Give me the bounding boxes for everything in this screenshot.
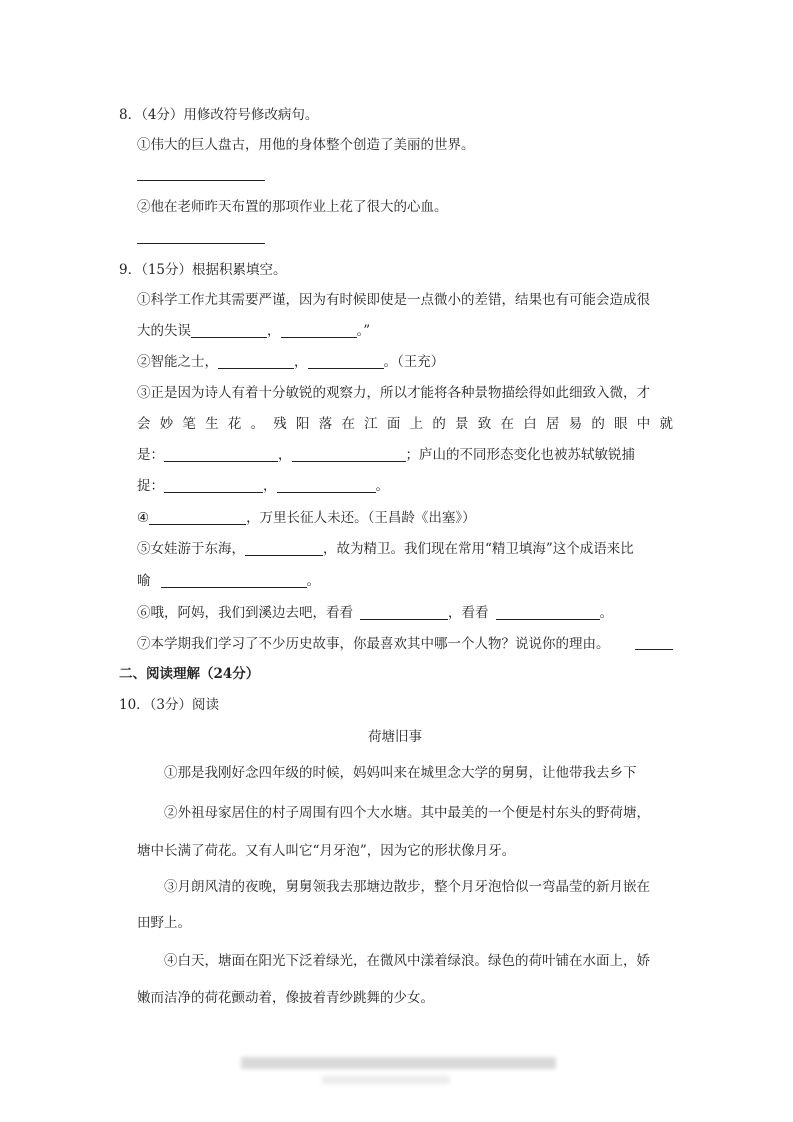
q9-item-3-line-1: ③正是因为诗人有着十分敏锐的观察力，所以才能将各种景物描绘得如此细致入微，才 [137, 385, 650, 401]
q9-item-3-line-3 [137, 446, 635, 464]
q9-item-5-line-1 [137, 540, 634, 558]
q9-item-1-blank-2[interactable] [281, 323, 357, 338]
q9-item-7-blank[interactable] [635, 649, 673, 650]
q9-item-5-blank-2[interactable] [161, 573, 307, 588]
q9-item-3-sep: ， [278, 447, 292, 463]
q8-sentence-1: ①伟大的巨人盘古，用他的身体整个创造了美丽的世界。 [137, 137, 475, 153]
q9-item-4-suffix: ，万里长征人未还。（王昌龄《出塞》） [246, 510, 476, 526]
q8-answer-line-1[interactable] [137, 180, 265, 181]
q9-item-4-prefix: ④ [137, 510, 150, 526]
q9-item-7: ⑦本学期我们学习了不少历史故事，你最喜欢其中哪一个人物？说说你的理由。 [137, 636, 610, 652]
q9-item-2-suffix: 。（王充） [383, 354, 445, 370]
q9-item-6-blank-1[interactable] [360, 605, 448, 620]
q9-item-3-blank-2[interactable] [292, 447, 406, 462]
q9-item-5-suffix: ，故为精卫。我们现在常用“精卫填海”这个成语来比 [323, 541, 634, 557]
passage-paragraph-3-line-1: ③月朗风清的夜晚，舅舅领我去那塘边散步，整个月牙泡恰似一弯晶莹的新月嵌在 [164, 879, 650, 895]
q9-item-3-blank-4[interactable] [277, 478, 376, 493]
q9-item-2 [137, 353, 444, 371]
q9-item-3b-prefix: 捉： [137, 478, 164, 494]
q9-item-6-prefix: ⑥哦，阿妈，我们到溪边去吧，看看 [137, 605, 353, 621]
q9-item-1-blank-1[interactable] [191, 323, 267, 338]
passage-paragraph-3-line-2: 田野上。 [137, 915, 191, 931]
q9-item-3-blank-3[interactable] [164, 478, 263, 493]
passage-paragraph-4-line-2: 嫩而洁净的荷花颤动着，像披着青纱跳舞的少女。 [137, 990, 434, 1006]
q9-item-2-prefix: ②智能之士， [137, 354, 218, 370]
q9-item-3-line-4 [137, 477, 389, 495]
passage-title: 荷塘旧事 [368, 729, 422, 745]
q9-item-3b-suffix: 。 [375, 478, 389, 494]
q9-item-5-prefix: ⑤女娃游于东海， [137, 541, 245, 557]
passage-paragraph-2-line-2: 塘中长满了荷花。又有人叫它“月牙泡”，因为它的形状像月牙。 [137, 843, 516, 859]
q9-item-3-line-2: 会妙笔生花。残阳落在江面上的景致在白居易的眼中就 [137, 416, 673, 432]
q9-title: 9．（15分）根据积累填空。 [119, 262, 287, 278]
q9-item-1-line-2 [137, 322, 370, 340]
section-2-title: 二、阅读理解（24分） [119, 666, 260, 682]
q9-item-1-prefix: 大的失误 [137, 323, 191, 339]
q9-item-6-suffix: 。 [599, 605, 613, 621]
q9-item-6-blank-2[interactable] [496, 605, 600, 620]
q8-answer-line-2[interactable] [137, 243, 265, 244]
q9-item-6-sep: ，看看 [448, 605, 489, 621]
passage-paragraph-2-line-1: ②外祖母家居住的村子周围有四个大水塘。其中最美的一个便是村东头的野荷塘， [164, 805, 650, 821]
q9-item-5b-prefix: 喻 [137, 573, 151, 589]
q9-item-5-line-2 [137, 572, 320, 590]
q9-item-3-suffix: ；庐山的不同形态变化也被苏轼敏锐捕 [405, 447, 635, 463]
q9-item-1-line-1: ①科学工作尤其需要严谨，因为有时候即使是一点微小的差错，结果也有可能会造成很 [137, 292, 650, 308]
passage-paragraph-4-line-1: ④白天，塘面在阳光下泛着绿光，在微风中漾着绿浪。绿色的荷叶铺在水面上，娇 [164, 953, 650, 969]
q8-sentence-2: ②他在老师昨天布置的那项作业上花了很大的心血。 [137, 199, 448, 215]
q9-item-6 [137, 604, 613, 622]
q9-item-4 [137, 509, 476, 527]
footer-blurred-text [241, 1057, 556, 1069]
q9-item-2-sep: ， [294, 354, 308, 370]
q9-item-1-sep: ， [267, 323, 281, 339]
footer-blurred-subtext [322, 1076, 450, 1084]
q9-item-5b-suffix: 。 [306, 573, 320, 589]
q9-item-2-blank-2[interactable] [308, 354, 384, 369]
passage-paragraph-1: ①那是我刚好念四年级的时候，妈妈叫来在城里念大学的舅舅，让他带我去乡下 [164, 765, 637, 781]
q9-item-2-blank-1[interactable] [218, 354, 294, 369]
q9-item-3-blank-1[interactable] [164, 447, 278, 462]
q9-item-4-blank[interactable] [149, 510, 246, 525]
q10-title: 10．（3分）阅读 [119, 697, 220, 713]
q9-item-3b-sep: ， [263, 478, 277, 494]
q9-item-5-blank-1[interactable] [245, 541, 323, 556]
q9-item-3-prefix: 是： [137, 447, 164, 463]
q8-title: 8．（4分）用修改符号修改病句。 [119, 107, 319, 123]
q9-item-1-suffix: 。” [356, 323, 371, 339]
